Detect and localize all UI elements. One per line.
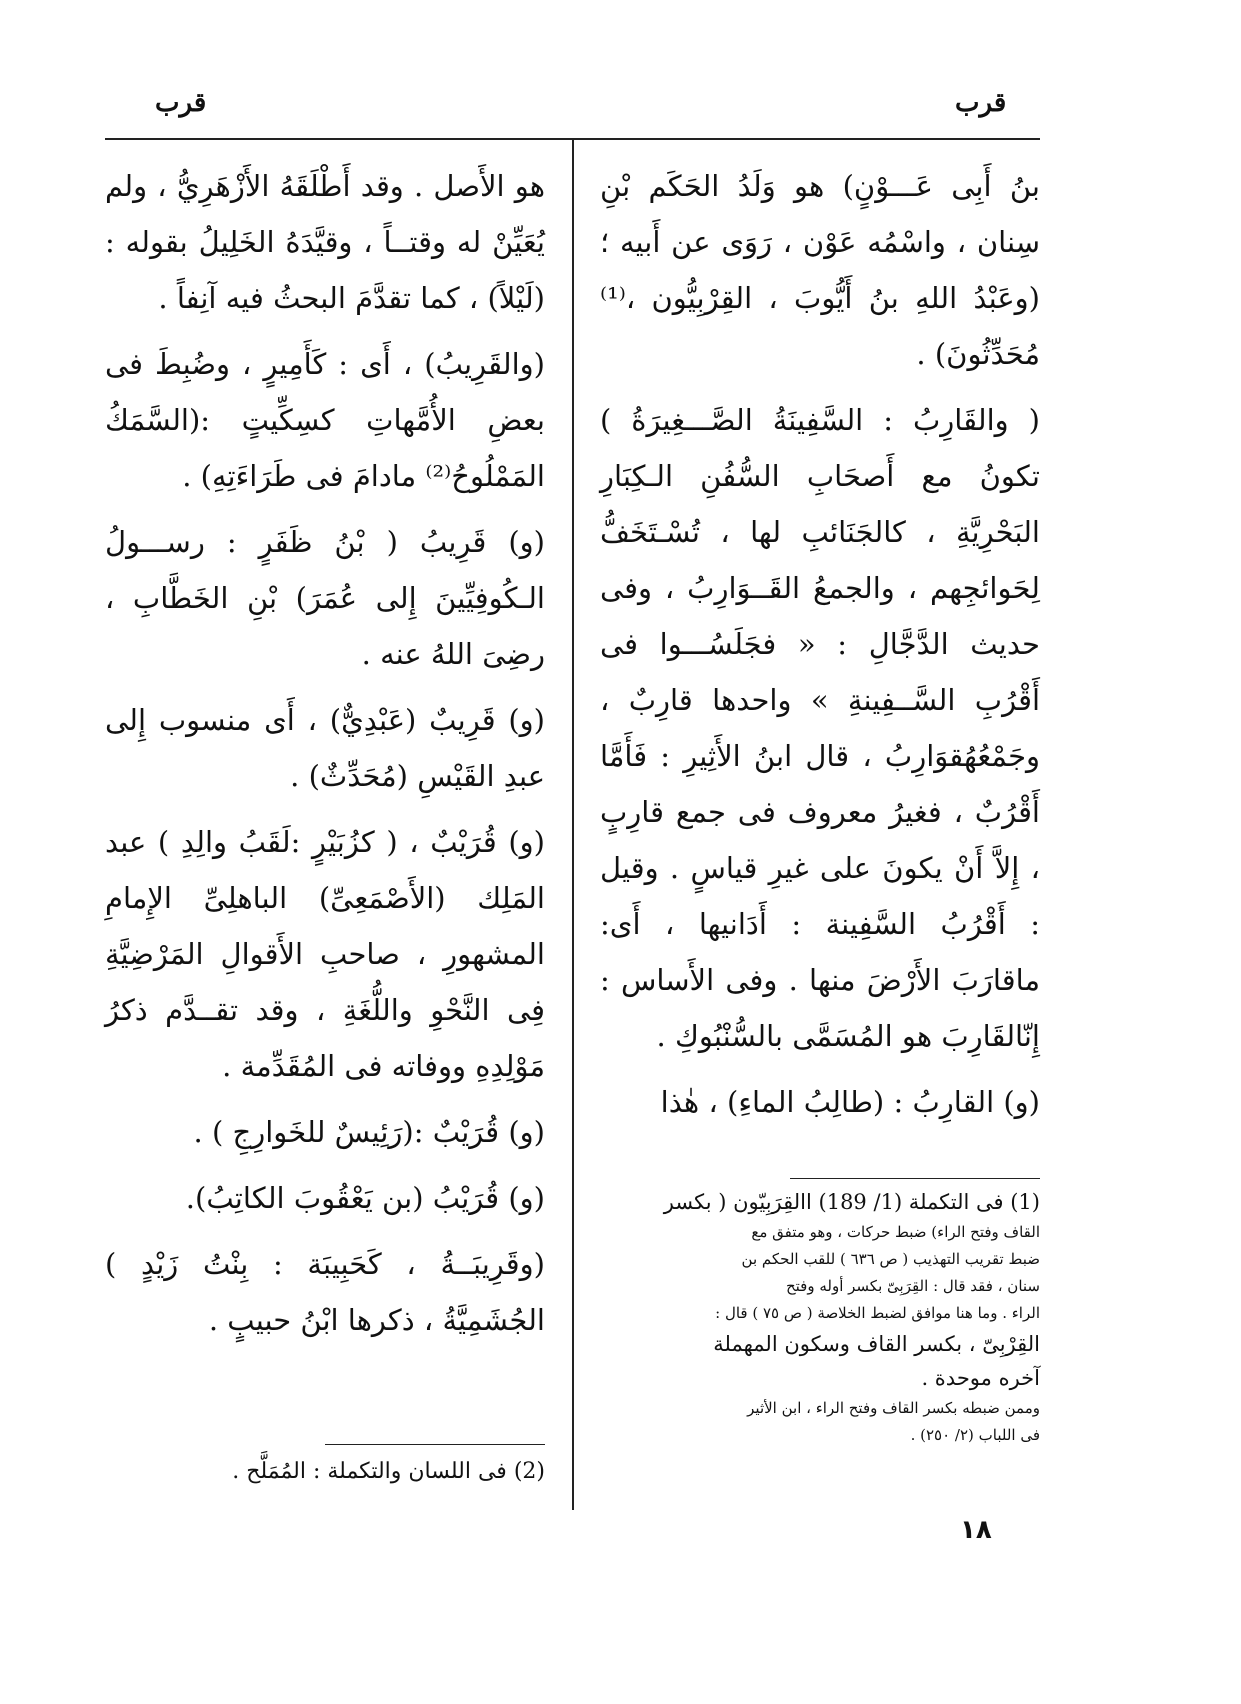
footnote-rule-left [325,1444,545,1445]
paragraph: هو الأَصل . وقد أَطْلَقَهُ الأَزْهَرِيُّ ، ولم يُعَيِّنْ له وقتــاً ، وقيَّدَهُ الخَلِيلُ بقوله : (لَيْلاً) ، كما تقدَّمَ البحثُ فيه آنِفاً . [105,169,545,315]
footnote-right [600,1185,1040,1449]
paragraph: (و) قَرِيبٌ (عَبْدِيٌّ) ، أَى منسوب إِلى عبدِ القَيْسِ (مُحَدِّثٌ) . [105,703,545,793]
paragraph: ( والقَارِبُ : السَّفِينَةُ الصَّـــغِيرَةُ ) تكونُ مع أَصحَابِ السُّفُنِ الـكِبَارِ البَحْرِيَّةِ ، كالجَنَائبِ لها ، تُسْـتَخَفُّ لِحَوائجِهم ، والجمعُ القَــوَارِبُ ، وفى حديث الدَّجَّالِ : « فجَلَسُـــوا فى أَقْرُبِ السَّــفِينةِ » واحدها قارِبٌ ، وجَمْعُهُقوَارِبُ ، قال ابنُ الأَثِيرِ : فَأَمَّا أَقْرُبٌ ، فغيرُ معروف فى جمع قارِبٍ ، إِلاَّ أَنْ يكونَ على غيرِ قياسٍ . وقيل : أَقْرُبُ السَّفِينة : أَدَانيها ، أَى: ماقارَبَ الأَرْضَ منها . وفى الأَساس : إِنّالقَارِبَ هو المُسَمَّى بالسُّنْبُوكِ . [600,403,1040,1053]
footnote-left: (2) فى اللسان والتكملة : المُمَلَّح . [232,1459,545,1484]
paragraph: (وقَرِيبَــةُ ، كَحَبِيبَة : بِنْتُ زَيْدٍ ) الجُشَمِيَّةُ ، ذكرها ابْنُ حبيبٍ . [105,1247,545,1337]
paragraph: (و) قَرِيبُ ( بْنُ ظَفَرٍ : رســـولُ الـكُوفِيِّينَ إِلى عُمَرَ) بْنِ الخَطَّابِ ، رضِىَ اللهُ عنه . [105,525,545,671]
footnote-line: فى اللباب (٢/ ٢٥٠) . [910,1426,1040,1444]
left-column [105,158,545,1358]
footnote-line: (1) فى التكملة (1/ 189) االقِرَبِيّون ( بكسر [663,1190,1040,1214]
footnote-line: القاف وفتح الراء) ضبط حركات ، وهو متفق مع [751,1223,1040,1241]
column-divider [572,140,574,1510]
page-number: ١٨ [960,1515,992,1545]
footnote-line: آخره موحدة . [921,1366,1040,1390]
paragraph: (و) قُرَيْبُ (بن يَعْقُوبَ الكاتِبُ). [185,1181,545,1215]
footnote-line: ضبط تقريب التهذيب ( ص ٦٣٦ ) للقب الحكم بن [741,1250,1040,1268]
footnote-rule-right [790,1178,1040,1179]
right-column [600,158,1040,1140]
running-header-right: قرب [955,88,1007,118]
footnote-line: الراء . وما هنا موافق لضبط الخلاصة ( ص ٧٥ ) قال : [715,1304,1040,1322]
paragraph: بنُ أَبِى عَـــوْنٍ) هو وَلَدُ الحَكَم بْنِ سِنان ، واسْمُه عَوْن ، رَوَى عن أَبيه ؛ (وعَبْدُ اللهِ بنُ أَيُّوبَ ، القِرْبِيُّون ،⁽¹⁾ مُحَدِّثُونَ) . [600,169,1040,371]
running-header-left: قرب [155,88,207,118]
footnote-line: سنان ، فقد قال : القِرَبِىّ بكسر أوله وفتح [785,1277,1040,1295]
paragraph: (و) القارِبُ : (طالِبُ الماءِ) ، هٰذا [660,1085,1040,1119]
paragraph: (و) قُرَيْبٌ :(رَئِيسٌ للخَوارِجِ ) . [193,1115,545,1149]
footnote-line: وممن ضبطه بكسر القاف وفتح الراء ، ابن الأثير [747,1399,1040,1417]
paragraph: (والقَرِيبُ) ، أَى : كَأَمِيرٍ ، وضُبِطَ فى بعضِ الأُمَّهاتِ كسِكِّيتٍ :(السَّمَكُ المَمْلُوحُ⁽²⁾ مادامَ فى طَرَاءَتِهِ) . [105,347,545,493]
footnote-line: القِرْبِىّ ، بكسر القاف وسكون المهملة [713,1332,1040,1356]
paragraph: (و) قُرَيْبٌ ، ( كزُبَيْرٍ :لَقَبُ والِدِ ) عبد المَلِك (الأَصْمَعِىِّ) الباهلِىِّ الإِمامِ المشهورِ ، صاحبِ الأَقوالِ المَرْضِيَّةِ فِى النَّحْوِ واللُّغَةِ ، وقد تقــدَّم ذكرُ مَوْلِدِهِ ووفاته فى المُقَدِّمة . [105,825,545,1083]
